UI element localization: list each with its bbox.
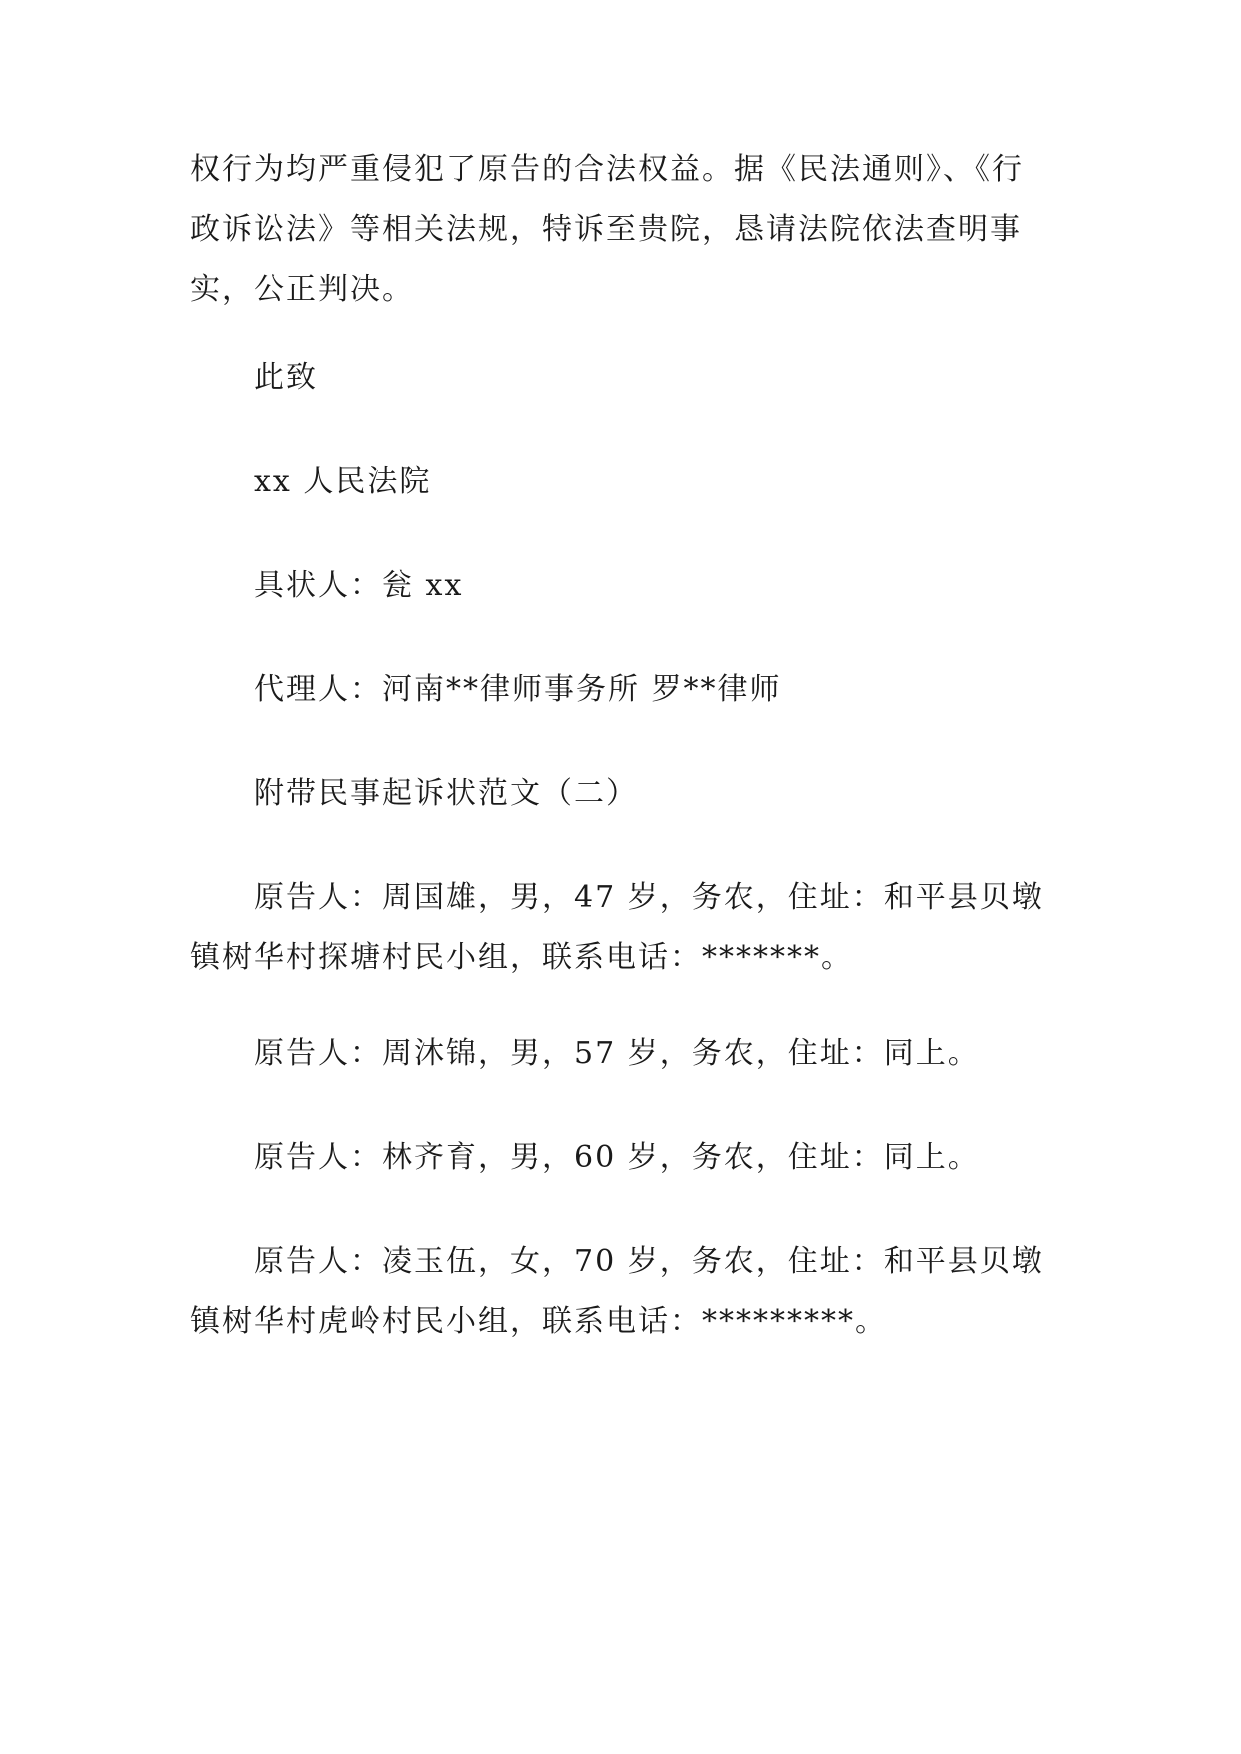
text-line: 原告人：林齐育，男，60 岁，务农，住址：同上。 xyxy=(254,1140,980,1175)
plaintiff-4 xyxy=(190,1232,1050,1352)
agent-text: 代理人：河南**律师事务所 罗**律师 xyxy=(254,672,782,707)
text-line: 原告人：凌玉伍，女，70 岁，务农，住址：和平县贝墩 xyxy=(254,1244,1044,1279)
text-line: 原告人：周国雄，男，47 岁，务农，住址：和平县贝墩 xyxy=(254,880,1044,915)
agent xyxy=(190,660,1050,720)
section-title xyxy=(190,764,1050,824)
salutation xyxy=(190,348,1050,408)
court-name xyxy=(190,452,1050,512)
salutation-text: 此致 xyxy=(254,360,318,395)
plaintiff-2 xyxy=(190,1024,1050,1084)
text-line: 原告人：周沐锦，男，57 岁，务农，住址：同上。 xyxy=(254,1036,980,1071)
text-line: 镇树华村探塘村民小组，联系电话：*******。 xyxy=(190,940,853,975)
court-name-text: xx 人民法院 xyxy=(254,464,432,499)
text-line: 政诉讼法》等相关法规，特诉至贵院，恳请法院依法查明事 xyxy=(190,212,1022,247)
text-line: 实，公正判决。 xyxy=(190,272,414,307)
petitioner-text: 具状人：瓮 xx xyxy=(254,568,464,603)
text-line: 镇树华村虎岭村民小组，联系电话：*********。 xyxy=(190,1304,887,1339)
plaintiff-3 xyxy=(190,1128,1050,1188)
plaintiff-1 xyxy=(190,868,1050,988)
body-paragraph-conclusion xyxy=(190,140,1050,320)
section-title-text: 附带民事起诉状范文（二） xyxy=(254,776,638,811)
petitioner xyxy=(190,556,1050,616)
text-line: 权行为均严重侵犯了原告的合法权益。据《民法通则》、《行 xyxy=(190,152,1024,187)
